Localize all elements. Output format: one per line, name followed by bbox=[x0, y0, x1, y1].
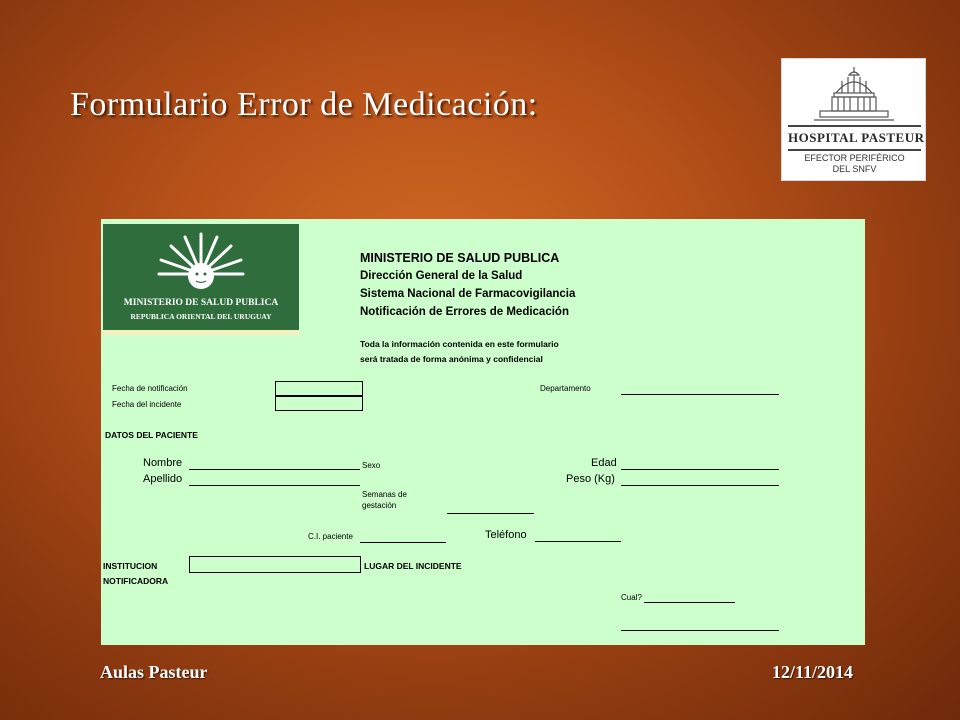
departamento-label: Departamento bbox=[540, 384, 591, 393]
cual-label: Cual? bbox=[621, 593, 642, 602]
hospital-subtitle bbox=[782, 153, 927, 175]
form-notification-title: Notificación de Errores de Medicación bbox=[360, 306, 569, 318]
lugar-incidente-label: LUGAR DEL INCIDENTE bbox=[364, 561, 462, 571]
lugar-detail-field[interactable] bbox=[621, 630, 779, 631]
hospital-subtitle-line2: DEL SNFV bbox=[832, 164, 877, 174]
hospital-name: HOSPITAL PASTEUR bbox=[788, 125, 921, 151]
medication-error-form bbox=[101, 219, 865, 645]
fecha-notificacion-field[interactable] bbox=[275, 381, 363, 396]
semanas-label-line1: Semanas de bbox=[362, 490, 407, 499]
peso-label: Peso (Kg) bbox=[566, 473, 615, 485]
edad-label: Edad bbox=[591, 457, 617, 469]
form-system: Sistema Nacional de Farmacovigilancia bbox=[360, 288, 576, 300]
fecha-incidente-field[interactable] bbox=[275, 396, 363, 411]
privacy-note-line2: será tratada de forma anónima y confidencial bbox=[360, 354, 543, 364]
hospital-subtitle-line1: EFECTOR PERIFÉRICO bbox=[804, 153, 905, 163]
ministry-logo bbox=[103, 224, 299, 335]
apellido-label: Apellido bbox=[143, 473, 183, 485]
ci-paciente-label: C.I. paciente bbox=[308, 532, 353, 541]
sun-of-may-icon bbox=[155, 228, 247, 298]
fecha-notificacion-label: Fecha de notificación bbox=[112, 384, 188, 393]
slide-title: Formulario Error de Medicación: bbox=[70, 86, 538, 123]
privacy-note-line1: Toda la información contenida en este formulario bbox=[360, 339, 559, 349]
datos-paciente-heading: DATOS DEL PACIENTE bbox=[105, 430, 198, 440]
cual-field[interactable] bbox=[644, 602, 735, 603]
hospital-dome-icon bbox=[792, 65, 917, 125]
edad-field[interactable] bbox=[621, 469, 779, 470]
form-ministry-title: MINISTERIO DE SALUD PUBLICA bbox=[360, 251, 560, 265]
hospital-pasteur-logo bbox=[781, 58, 926, 181]
ministry-logo-line2: REPUBLICA ORIENTAL DEL URUGUAY bbox=[130, 312, 272, 321]
departamento-field[interactable] bbox=[621, 394, 779, 395]
institucion-label-line1: INSTITUCION bbox=[103, 561, 158, 571]
institucion-label-line2: NOTIFICADORA bbox=[103, 576, 169, 586]
telefono-label: Teléfono bbox=[485, 529, 527, 541]
semanas-field[interactable] bbox=[447, 513, 534, 514]
peso-field[interactable] bbox=[621, 485, 779, 486]
institucion-field[interactable] bbox=[189, 556, 361, 573]
nombre-field[interactable] bbox=[189, 469, 360, 470]
nombre-label: Nombre bbox=[143, 457, 183, 469]
fecha-incidente-label: Fecha del incidente bbox=[112, 400, 182, 409]
semanas-label-line2: gestación bbox=[362, 501, 397, 510]
telefono-field[interactable] bbox=[535, 541, 621, 542]
footer-left: Aulas Pasteur bbox=[100, 662, 208, 682]
ci-paciente-field[interactable] bbox=[360, 542, 446, 543]
form-direction: Dirección General de la Salud bbox=[360, 270, 523, 282]
apellido-field[interactable] bbox=[189, 485, 360, 486]
footer-date: 12/11/2014 bbox=[772, 662, 854, 682]
ministry-logo-line1: MINISTERIO DE SALUD PUBLICA bbox=[123, 298, 279, 308]
sexo-label: Sexo bbox=[362, 461, 381, 470]
